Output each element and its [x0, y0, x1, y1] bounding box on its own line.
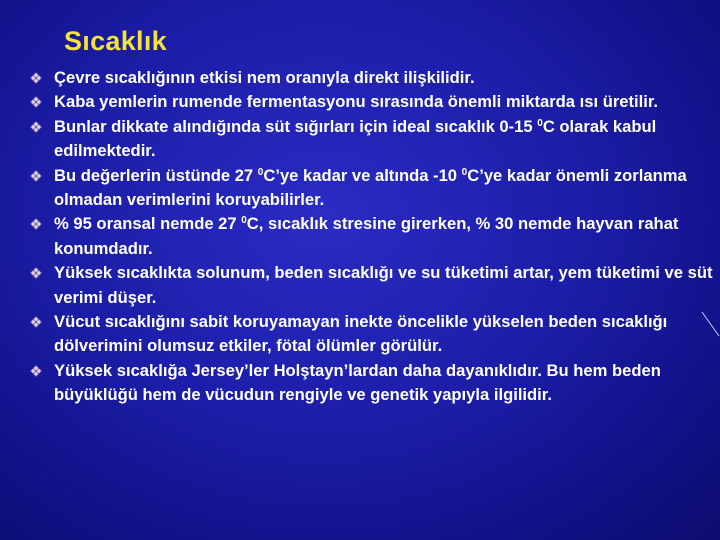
- bullet-text: % 95 oransal nemde 27: [54, 214, 242, 234]
- bullet-item: [30, 66, 714, 90]
- diamond-clover-bullet-icon: [30, 218, 42, 230]
- degree-superscript: 0: [257, 166, 264, 178]
- bullet-item: [30, 115, 714, 164]
- bullet-item: [30, 310, 714, 359]
- bullet-text: Yüksek sıcaklığa Jersey’ler Holştayn’lardan daha dayanıklıdır. Bu hem beden büyüklüğü hem de vücudun rengiyle ve genetik yapıyla ilgilidir.: [54, 360, 661, 405]
- diamond-clover-bullet-icon: [30, 72, 42, 84]
- bullet-item: [30, 261, 714, 310]
- bullet-text: C’ye kadar ve altında -10: [263, 165, 462, 185]
- bullet-text: Yüksek sıcaklıkta solunum, beden sıcaklığı ve su tüketimi artar, yem tüketimi ve süt verimi düşer.: [54, 263, 713, 307]
- diamond-clover-bullet-icon: [30, 267, 42, 279]
- bullet-text: C olarak kabul edilmektedir.: [54, 116, 657, 161]
- bullet-text: Vücut sıcaklığını sabit koruyamayan inekte öncelikle yükselen beden sıcaklığı dölverimini olumsuz etkiler, fötal ölümler görülür.: [54, 312, 668, 356]
- diamond-clover-bullet-icon: [30, 365, 42, 377]
- bullet-text: Bu değerlerin üstünde 27: [54, 165, 258, 185]
- degree-superscript: 0: [461, 166, 468, 178]
- bullet-text: C, sıcaklık stresine girerken, % 30 nemde hayvan rahat konumdadır.: [54, 214, 679, 258]
- degree-superscript: 0: [241, 215, 247, 227]
- bullet-text: Kaba yemlerin rumende fermentasyonu sırasında önemli miktarda ısı üretilir.: [54, 92, 659, 112]
- bullet-list: [30, 66, 714, 408]
- diamond-clover-bullet-icon: [30, 121, 42, 133]
- bullet-item: [30, 164, 714, 213]
- diamond-clover-bullet-icon: [30, 316, 42, 328]
- bullet-item: [30, 212, 714, 261]
- bullet-text: Çevre sıcaklığının etkisi nem oranıyla direkt ilişkilidir.: [54, 68, 475, 87]
- bullet-text: Bunlar dikkate alındığında süt sığırları için ideal sıcaklık 0-15: [54, 116, 538, 136]
- bullet-item: [30, 359, 714, 408]
- diamond-clover-bullet-icon: [30, 170, 42, 182]
- bullet-text: C’ye kadar önemli zorlanma olmadan verimlerini koruyabilirler.: [54, 165, 687, 210]
- diamond-clover-bullet-icon: [30, 96, 42, 108]
- slide-title: Sıcaklık: [64, 26, 167, 56]
- bullet-item: [30, 90, 714, 114]
- degree-superscript: 0: [537, 117, 543, 129]
